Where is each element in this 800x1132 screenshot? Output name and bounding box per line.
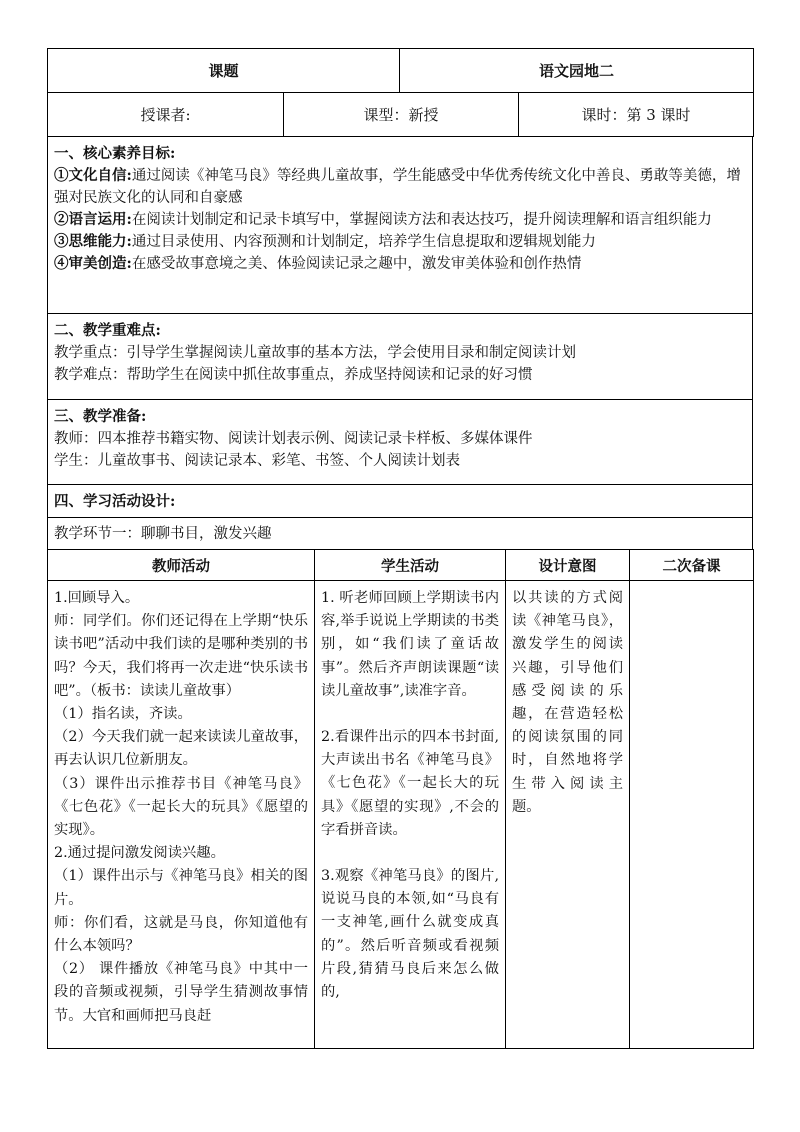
section-title: 一、核心素养目标:	[54, 145, 176, 162]
text-line: 3.观察《神笔马良》的图片,说说马良的本领,如“马良有一支神笔,画什么就变成真的”。然后听音频或看视频片段,猜猜马良后来怎么做的,	[321, 868, 499, 1001]
sections-table	[47, 136, 753, 550]
section-title: 三、教学准备:	[54, 408, 147, 425]
text-line: 1.回顾导入。	[54, 590, 140, 606]
text-line: 师：同学们。你们还记得在上学期“快乐读书吧”活动中我们读的是哪种类别的书吗？今天，我们将再一次走进“快乐读书吧”。（板书：读读儿童故事）	[54, 613, 308, 699]
text-line: 以共读的方式阅读《神笔马良》，激发学生的阅读兴趣，引导他们感受阅读的乐趣，在营造轻松的阅读氛围的同时，自然地将学生带入阅读主题。	[512, 590, 623, 815]
col-second-prep: 二次备课	[630, 550, 754, 581]
text-line: （1）课件出示与《神笔马良》相关的图片。	[54, 868, 308, 908]
text-line: （1）指名读，齐读。	[54, 706, 192, 723]
section-core-goals	[48, 137, 753, 314]
lesson-plan-page	[47, 48, 753, 1049]
text-line: 教学难点：帮助学生在阅读中抓住故事重点，养成坚持阅读和记录的好习惯	[54, 367, 533, 383]
lesson-type: 课型：新授	[284, 93, 519, 137]
section-key-points	[48, 314, 753, 400]
goal-item: ③思维能力:通过目录使用、内容预测和计划制定，培养学生信息提取和逻辑规划能力	[54, 233, 596, 250]
teacher-activity-cell	[48, 581, 315, 1049]
section-activity-design	[48, 485, 753, 518]
header-table	[47, 48, 754, 93]
text-line: 2.看课件出示的四本书封面,大声读出书名《神笔马良》《七色花》《一起长大的玩具》《愿望的实现》,不会的字看拼音读。	[321, 729, 499, 838]
goal-item: ①文化自信:通过阅读《神笔马良》等经典儿童故事，学生能感受中华优秀传统文化中善良、勇敢等美德，增强对民族文化的认同和自豪感	[54, 167, 741, 206]
text-line: （2）今天我们就一起来读读儿童故事，再去认识几位新朋友。	[54, 729, 308, 769]
col-intent: 设计意图	[506, 550, 630, 581]
topic-value: 语文园地二	[400, 49, 754, 93]
text-line: 2.通过提问激发阅读兴趣。	[54, 845, 225, 862]
teacher-label: 授课者:	[48, 93, 284, 137]
section-title: 二、教学重难点:	[54, 322, 161, 339]
text-line: （3）课件出示推荐书目《神笔马良》《七色花》《一起长大的玩具》《愿望的实现》。	[54, 775, 308, 839]
text-line: 学生：儿童故事书、阅读记录本、彩笔、书签、个人阅读计划表	[54, 453, 460, 469]
text-line: 师：你们看，这就是马良，你知道他有什么本领吗？	[54, 914, 308, 955]
stage-row	[48, 518, 753, 550]
info-table	[47, 92, 754, 137]
col-teacher: 教师活动	[48, 550, 315, 581]
text-line: 教师：四本推荐书籍实物、阅读计划表示例、阅读记录卡样板、多媒体课件	[54, 431, 533, 447]
text-line: （2） 课件播放《神笔马良》中其中一段的音频或视频，引导学生猜测故事情节。大官和画师把马良赶	[54, 961, 308, 1024]
goal-item: ②语言运用:在阅读计划制定和记录卡填写中，掌握阅读方法和表达技巧，提升阅读理解和语言组织能力	[54, 211, 712, 228]
section-preparation	[48, 400, 753, 485]
stage-title: 教学环节一：聊聊书目，激发兴趣	[54, 526, 272, 542]
text-line: 1. 听老师回顾上学期读书内容,举手说说上学期读的书类别，如“我们读了童话故事”。然后齐声朗读课题“读读儿童故事”,读准字音。	[321, 590, 499, 699]
topic-label: 课题	[48, 49, 400, 93]
goal-item: ④审美创造:在感受故事意境之美、体验阅读记录之趣中，激发审美体验和创作热情	[54, 255, 582, 272]
lesson-hours: 课时：第 3 课时	[519, 93, 754, 137]
student-activity-cell	[315, 581, 506, 1049]
section-title: 四、学习活动设计:	[54, 493, 176, 510]
text-line: 教学重点：引导学生掌握阅读儿童故事的基本方法，学会使用目录和制定阅读计划	[54, 345, 576, 361]
second-prep-cell	[630, 581, 754, 1049]
design-intent-cell	[506, 581, 630, 1049]
col-student: 学生活动	[315, 550, 506, 581]
activity-table	[47, 549, 754, 1049]
